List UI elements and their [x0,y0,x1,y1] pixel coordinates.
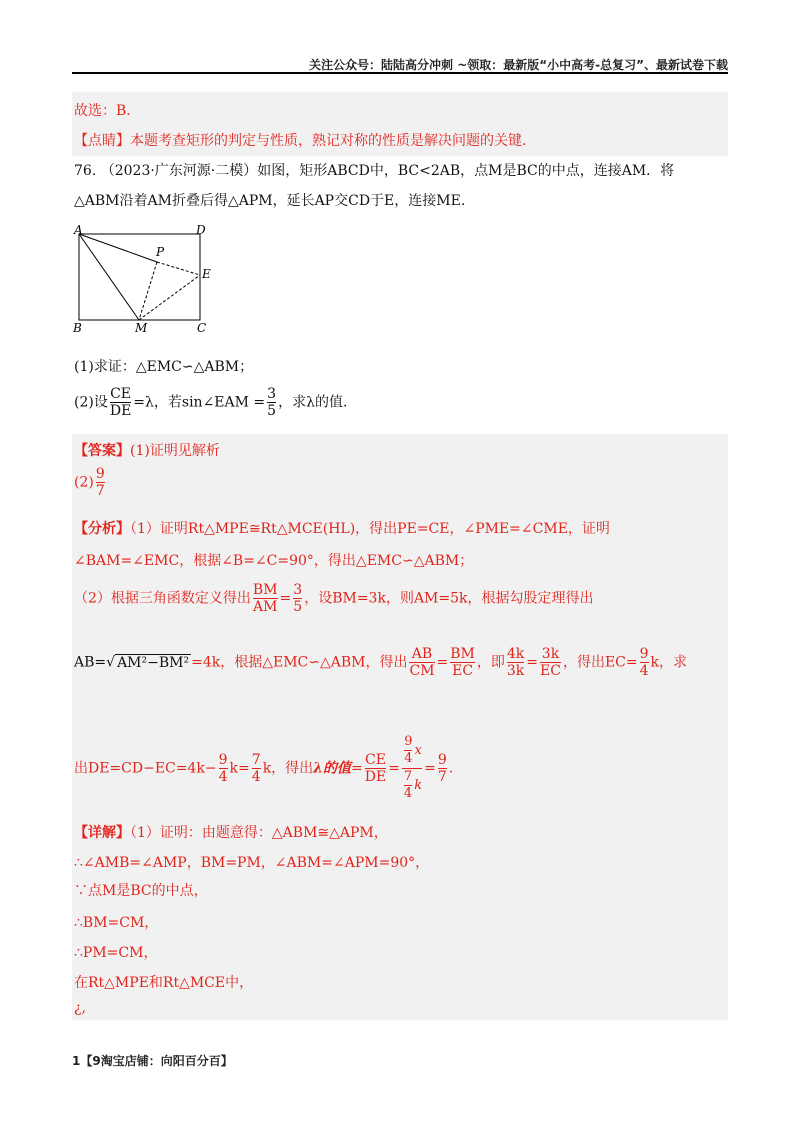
detail-line-4: ∴BM=CM， [74,915,159,931]
fraction-7-4 [252,752,261,785]
frac-num: BM [450,646,475,662]
analysis-label: 【分析】 [74,521,130,537]
analysis-line-3 [74,582,594,615]
page-footer: 1【9淘宝店铺：向阳百分百】 [72,1054,233,1068]
fraction-bm-ec [450,646,475,679]
segment-pm [139,262,157,320]
inner-frac [404,734,412,767]
fraction-9-7 [438,752,447,785]
var-k: k [414,778,423,793]
header-divider [72,72,728,74]
label-c: C [197,321,207,335]
segment-pe [157,262,200,275]
compound-fraction [402,734,422,803]
frac-num: AB [409,646,434,663]
fraction-bm-am [253,582,278,615]
problem-part-2 [74,386,347,419]
frac-num: 3k [541,646,560,662]
analysis-l4-a: =4k，根据△EMC∽△ABM，得出 [191,654,408,671]
analysis-l3-pre: （2）根据三角函数定义得出 [74,590,251,607]
answer-fraction [96,466,105,499]
rectangle-abcd [79,234,200,320]
detail-line-6: 在Rt△MPE和Rt△MCE中， [74,975,254,991]
frac-den: 4 [218,769,228,785]
frac-den: DE [364,769,387,785]
compound-den [402,769,422,803]
segment-ap [79,234,157,262]
frac-den: 3k [506,663,525,679]
fraction-3k-ec [540,646,561,679]
detail-line-2: ∴∠AMB=∠AMP，BM=PM，∠ABM=∠APM=90°， [74,855,430,871]
label-a: A [74,223,83,237]
label-d: D [196,223,206,237]
header-left: 关注公众号：陆陆高分冲刺 [308,58,453,72]
label-m: M [135,321,148,335]
problem-part-1: (1)求证：△EMC∽△ABM； [74,359,254,375]
expr-ab: AB= [74,654,107,671]
analysis-line-5: 出DE=CD−EC=4k− $\frac{9}{4}$ k= $\frac{7}{4}$ k，得出λ的值= $\frac{CE}{DE}$ = $\frac{9}{4}$ x $\frac{7}{4}$ k = $\frac{9}{7}$ . [74,734,454,801]
fraction-ab-cm [409,646,434,679]
label-p: P [156,245,165,259]
frac-den: DE [109,403,132,419]
fraction-3-5 [293,582,302,615]
prev-choice: 故选：B． [74,103,141,119]
analysis-text-1: （1）证明Rt△MPE≅Rt△MCE(HL)，得出PE=CE，∠PME=∠CME，证明 [130,521,610,537]
analysis-l5-b: k= [229,760,250,777]
frac-num: 9 [639,646,649,662]
frac-num: CE [110,386,132,402]
fraction-three-fifths [267,386,276,419]
frac-den: 7 [95,483,105,499]
var-x: x [414,743,422,758]
part2-prefix: (2)设 [74,394,108,411]
analysis-l4-b: ，即 [476,654,505,671]
frac-num: 3 [267,386,277,402]
segment-am [79,234,139,320]
period: . [448,760,454,777]
analysis-l4-d: k，求 [650,654,688,671]
problem-number: 76. [74,163,97,179]
problem-line-1 [74,160,674,180]
equals: = [351,760,363,777]
answer-2-prefix: (2) [74,474,94,491]
geometry-figure [72,222,222,337]
frac-num: CE [364,752,386,768]
problem-stem-1: 如图，矩形ABCD中，BC<2AB，点M是BC的中点，连接AM．将 [257,163,675,179]
inner-frac [404,769,412,802]
frac-den: 7 [437,769,447,785]
sqrt-expr: AM²−BM² [117,654,190,671]
answer-1: (1)证明见解析 [130,443,220,459]
frac-num: 3 [293,582,303,598]
problem-source: （2023·广东河源·二模） [100,163,258,179]
label-e: E [202,267,211,281]
analysis-line-4: AB=√ AM²−BM² =4k，根据△EMC∽△ABM，得出 $\frac{AB}{CM}$ = $\frac{BM}{EC}$ ，即 $\frac{4k}{3k}$ = $\frac{3k}{EC}$ ，得出EC= $\frac{9}{4}$ k，求 [74,646,688,679]
fraction-4k-3k [507,646,524,679]
detail-line-3: ∵点M是BC的中点， [74,883,208,899]
detail-line-5: ∴PM=CM， [74,945,158,961]
label-b: B [73,321,82,335]
segment-me [139,275,200,320]
detail-line-7: ¿, [74,1000,86,1016]
answer-label: 【答案】 [74,443,130,459]
analysis-l4-c: ，得出EC= [562,654,638,671]
analysis-l5-a: 出DE=CD−EC=4k− [74,760,217,777]
equals: = [279,590,292,607]
lambda-value: λ的值 [313,760,351,777]
compound-num [402,734,422,769]
frac-den: 4 [639,663,649,679]
frac-num: 7 [403,769,413,784]
header-right: ~领取：最新版“小中高考-总复习”、最新试卷下载 [457,58,728,72]
frac-den: 4 [403,786,413,801]
frac-num: 9 [218,752,228,768]
frac-den: 4 [404,751,413,766]
fraction-9-4b [219,752,228,785]
frac-num: 9 [95,466,105,482]
frac-num: 7 [251,752,261,768]
prev-note: 【点睛】本题考查矩形的判定与性质，熟记对称的性质是解决问题的关键. [74,133,527,149]
detail-line-1 [74,822,388,842]
answer-line-1 [74,440,220,460]
analysis-line-2: ∠BAM=∠EMC，根据∠B=∠C=90°，得出△EMC∽△ABM； [74,553,474,569]
part2-mid: =λ，若sin∠EAM = [133,394,266,411]
analysis-line-1 [74,518,610,538]
analysis-l3-post: ，设BM=3k，则AM=5k，根据勾股定理得出 [304,590,594,607]
fraction-ce-de [110,386,131,419]
frac-num: 4k [506,646,525,662]
detail-text-1: （1）证明：由题意得：△ABM≅△APM， [130,825,388,841]
fraction-ce-de-2 [365,752,386,785]
detail-label: 【详解】 [74,825,130,841]
frac-den: EC [452,663,474,679]
frac-den: 5 [293,599,303,615]
frac-num: BM [252,582,278,598]
frac-den: EC [540,663,561,679]
frac-den: 5 [267,403,277,419]
analysis-l5-c: k，得出 [262,760,314,777]
problem-stem-2: △ABM沿着AM折叠后得△APM，延长AP交CD于E，连接ME. [74,193,466,209]
answer-line-2 [74,466,107,499]
frac-num: 9 [437,752,447,768]
frac-den: AM [253,599,278,615]
frac-num: 9 [404,734,413,749]
part2-post: ，求λ的值. [278,394,348,411]
equals: = [424,760,436,777]
frac-den: 4 [251,769,261,785]
frac-den: CM [409,663,435,679]
fraction-9-4 [640,646,649,679]
